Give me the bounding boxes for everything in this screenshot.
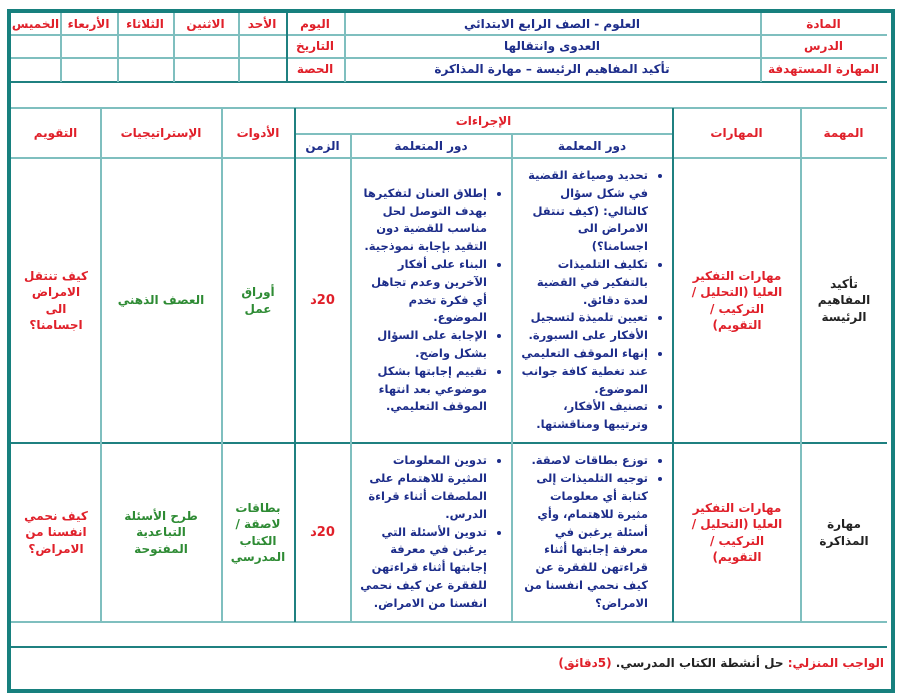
- tools-cell: أوراق عمل: [241, 285, 275, 316]
- time-cell: 20د: [310, 292, 335, 308]
- tools-cell: بطاقات لاصقة / الكتاب المدرسي: [230, 501, 286, 564]
- list-item: • تكليف التلميذات بالتفكير في القضية لعدة دقائق.: [520, 256, 648, 309]
- student-role-cell: [351, 443, 511, 622]
- homework-line: [558, 656, 884, 670]
- student-role-cell: [351, 158, 511, 443]
- time-cell: 20د: [310, 524, 335, 540]
- list-item: • تدوين المعلومات المثيرة للاهتمام على الملصقات أثناء قراءة الدرس.: [359, 452, 487, 523]
- strategies-cell: العصف الذهني: [117, 293, 205, 308]
- list-item: • البناء على أفكار الآخرين وعدم تجاهل أي فكرة تخدم الموضوع.: [359, 256, 487, 327]
- day-monday: الاثنين: [186, 16, 225, 31]
- homework-label: الواجب المنزلي:: [787, 656, 884, 670]
- date-cell-thursday[interactable]: [11, 35, 60, 57]
- date-label: التاريخ: [295, 38, 335, 53]
- homework-text: حل أنشطة الكتاب المدرسي.: [615, 656, 784, 670]
- period-cell-tuesday[interactable]: [117, 58, 173, 81]
- task-cell: تأكيد المفاهيم الرئيسة: [817, 277, 871, 324]
- day-tuesday: الثلاثاء: [126, 16, 164, 31]
- divider: [800, 108, 802, 622]
- period-label: الحصة: [296, 62, 334, 77]
- day-sunday: الأحد: [247, 16, 277, 31]
- header-skills: المهارات: [710, 125, 763, 140]
- date-cell-monday[interactable]: [173, 35, 238, 57]
- header-procedures: الإجراءات: [455, 113, 512, 128]
- header-task: المهمة: [823, 125, 864, 140]
- period-cell-wednesday[interactable]: [60, 58, 117, 81]
- strategies-cell: طرح الأسئلة التباعدية المفتوحة: [124, 509, 198, 556]
- lesson-value: العدوى وانتقالها: [504, 38, 601, 53]
- assessment-cell: كيف تنتقل الامراض الى اجسامنا؟: [24, 269, 88, 332]
- skills-cell: مهارات التفكير العليا (التحليل / التركيب / التقويم): [691, 269, 783, 332]
- homework-duration: (5دقائق): [558, 656, 612, 670]
- list-item: • تقييم إجابتها بشكل موضوعي بعد انتهاء الموقف التعليمي.: [359, 363, 487, 416]
- teacher-role-cell: [512, 158, 672, 443]
- subject-label: المادة: [806, 16, 841, 31]
- target-skill-value: تأكيد المفاهيم الرئيسة – مهارة المذاكرة: [434, 62, 670, 77]
- divider: [11, 646, 887, 648]
- period-cell-monday[interactable]: [173, 58, 238, 81]
- day-thursday: الخميس: [11, 16, 60, 31]
- day-wednesday: الأربعاء: [67, 16, 110, 31]
- list-item: • توزع بطاقات لاصقة.: [520, 452, 648, 470]
- list-item: • توجيه التلميذات إلى كتابة أي معلومات مثيرة للاهتمام، وأي أسئلة يرغبن في معرفة إجابتها أثناء قراءتهن للفقرة عن كيف نحمي انفسنا من الامراض؟: [520, 470, 648, 613]
- teacher-role-cell: [512, 443, 672, 622]
- list-item: • تعيين تلميذة لتسجيل الأفكار على السبورة.: [520, 309, 648, 345]
- list-item: • الإجابة على السؤال بشكل واضح.: [359, 327, 487, 363]
- date-cell-tuesday[interactable]: [117, 35, 173, 57]
- date-cell-sunday[interactable]: [238, 35, 286, 57]
- divider: [672, 108, 674, 622]
- date-cell-wednesday[interactable]: [60, 35, 117, 57]
- subject-value: العلوم - الصف الرابع الابتدائي: [463, 16, 641, 31]
- list-item: • إطلاق العنان لتفكيرها بهدف التوصل لحل مناسب للقضية دون التقيد بإجابة نموذجية.: [359, 185, 487, 256]
- skills-cell: مهارات التفكير العليا (التحليل / التركيب / التقويم): [691, 501, 783, 564]
- header-strategies: الإستراتيجيات: [120, 125, 202, 140]
- list-item: • إنهاء الموقف التعليمي عند تغطية كافة جوانب الموضوع.: [520, 345, 648, 398]
- list-item: • تصنيف الأفكار، وترتيبها ومناقشتها.: [520, 398, 648, 434]
- header-tools: الأدوات: [236, 125, 280, 140]
- header-teacher-role: دور المعلمة: [557, 138, 627, 153]
- day-label: اليوم: [300, 16, 330, 31]
- target-skill-label: المهارة المستهدفة: [767, 62, 880, 77]
- assessment-cell: كيف نحمي انفسنا من الامراض؟: [24, 509, 88, 556]
- divider: [11, 81, 887, 83]
- period-cell-sunday[interactable]: [238, 58, 286, 81]
- list-item: • تدوين الأسئلة التي يرغبن في معرفة إجابتها أثناء قراءتهن للفقرة عن كيف نحمي انفسنا من الامراض.: [359, 524, 487, 613]
- header-assessment: التقويم: [33, 125, 78, 140]
- period-cell-thursday[interactable]: [11, 58, 60, 81]
- header-time: الزمن: [305, 138, 340, 153]
- task-cell: مهارة المذاكرة: [819, 517, 869, 548]
- lesson-label: الدرس: [803, 38, 844, 53]
- list-item: • تحديد وصياغة القضية في شكل سؤال كالتالي: (كيف تنتقل الامراض الى اجسامنا؟): [520, 167, 648, 256]
- header-student-role: دور المتعلمة: [394, 138, 468, 153]
